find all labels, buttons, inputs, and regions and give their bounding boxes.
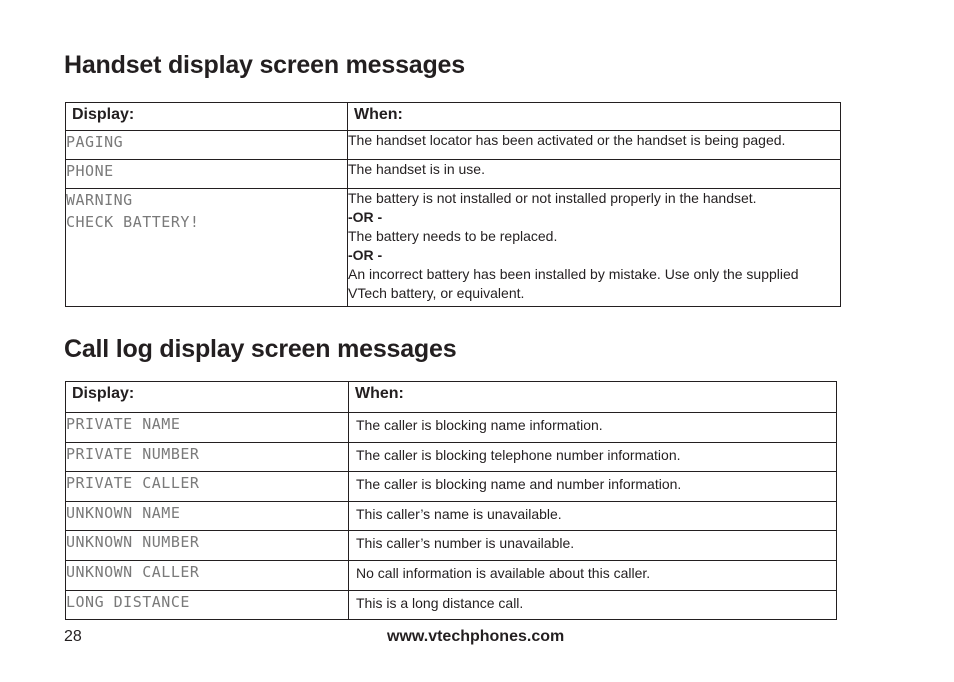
display-message: PHONE xyxy=(66,160,348,189)
column-header-when: When: xyxy=(349,382,837,413)
table-row xyxy=(66,189,841,307)
when-description: The caller is blocking telephone number information. xyxy=(349,442,837,472)
display-message: PRIVATE NUMBER xyxy=(66,442,349,472)
page-number: 28 xyxy=(64,628,82,645)
when-text: The battery needs to be replaced. xyxy=(348,228,558,244)
when-description: The caller is blocking name and number information. xyxy=(349,472,837,502)
when-description-warning xyxy=(348,189,841,307)
column-header-when: When: xyxy=(348,103,841,131)
display-message: LONG DISTANCE xyxy=(66,590,349,620)
when-description: This caller’s name is unavailable. xyxy=(349,501,837,531)
calllog-messages-table xyxy=(65,381,837,620)
table-header-row xyxy=(66,103,841,131)
display-message: PAGING xyxy=(66,131,348,160)
when-description: This is a long distance call. xyxy=(349,590,837,620)
display-line: WARNING xyxy=(66,191,133,209)
table-row xyxy=(66,442,837,472)
website-url: www.vtechphones.com xyxy=(387,628,565,645)
table-row xyxy=(66,131,841,160)
table-row xyxy=(66,501,837,531)
table-row xyxy=(66,413,837,443)
table-row xyxy=(66,560,837,590)
handset-section-title: Handset display screen messages xyxy=(64,51,465,79)
table-row xyxy=(66,531,837,561)
display-message: PRIVATE NAME xyxy=(66,413,349,443)
column-header-display: Display: xyxy=(66,382,349,413)
or-separator: -OR - xyxy=(348,209,383,225)
display-message: PRIVATE CALLER xyxy=(66,472,349,502)
when-description: This caller’s number is unavailable. xyxy=(349,531,837,561)
when-description: The handset locator has been activated or the handset is being paged. xyxy=(348,131,841,160)
display-message: UNKNOWN NUMBER xyxy=(66,531,349,561)
when-text: The battery is not installed or not installed properly in the handset. xyxy=(348,190,757,206)
display-message: UNKNOWN CALLER xyxy=(66,560,349,590)
when-description: No call information is available about this caller. xyxy=(349,560,837,590)
table-row xyxy=(66,160,841,189)
when-description: The handset is in use. xyxy=(348,160,841,189)
calllog-section-title: Call log display screen messages xyxy=(64,335,457,363)
display-message-warning xyxy=(66,189,348,307)
table-row xyxy=(66,590,837,620)
handset-messages-table xyxy=(65,102,841,307)
when-description: The caller is blocking name information. xyxy=(349,413,837,443)
when-text: An incorrect battery has been installed by mistake. Use only the supplied VTech battery, or equivalent. xyxy=(348,266,799,301)
display-line: CHECK BATTERY! xyxy=(66,213,200,231)
or-separator: -OR - xyxy=(348,247,383,263)
display-message: UNKNOWN NAME xyxy=(66,501,349,531)
table-row xyxy=(66,472,837,502)
table-header-row xyxy=(66,382,837,413)
column-header-display: Display: xyxy=(66,103,348,131)
